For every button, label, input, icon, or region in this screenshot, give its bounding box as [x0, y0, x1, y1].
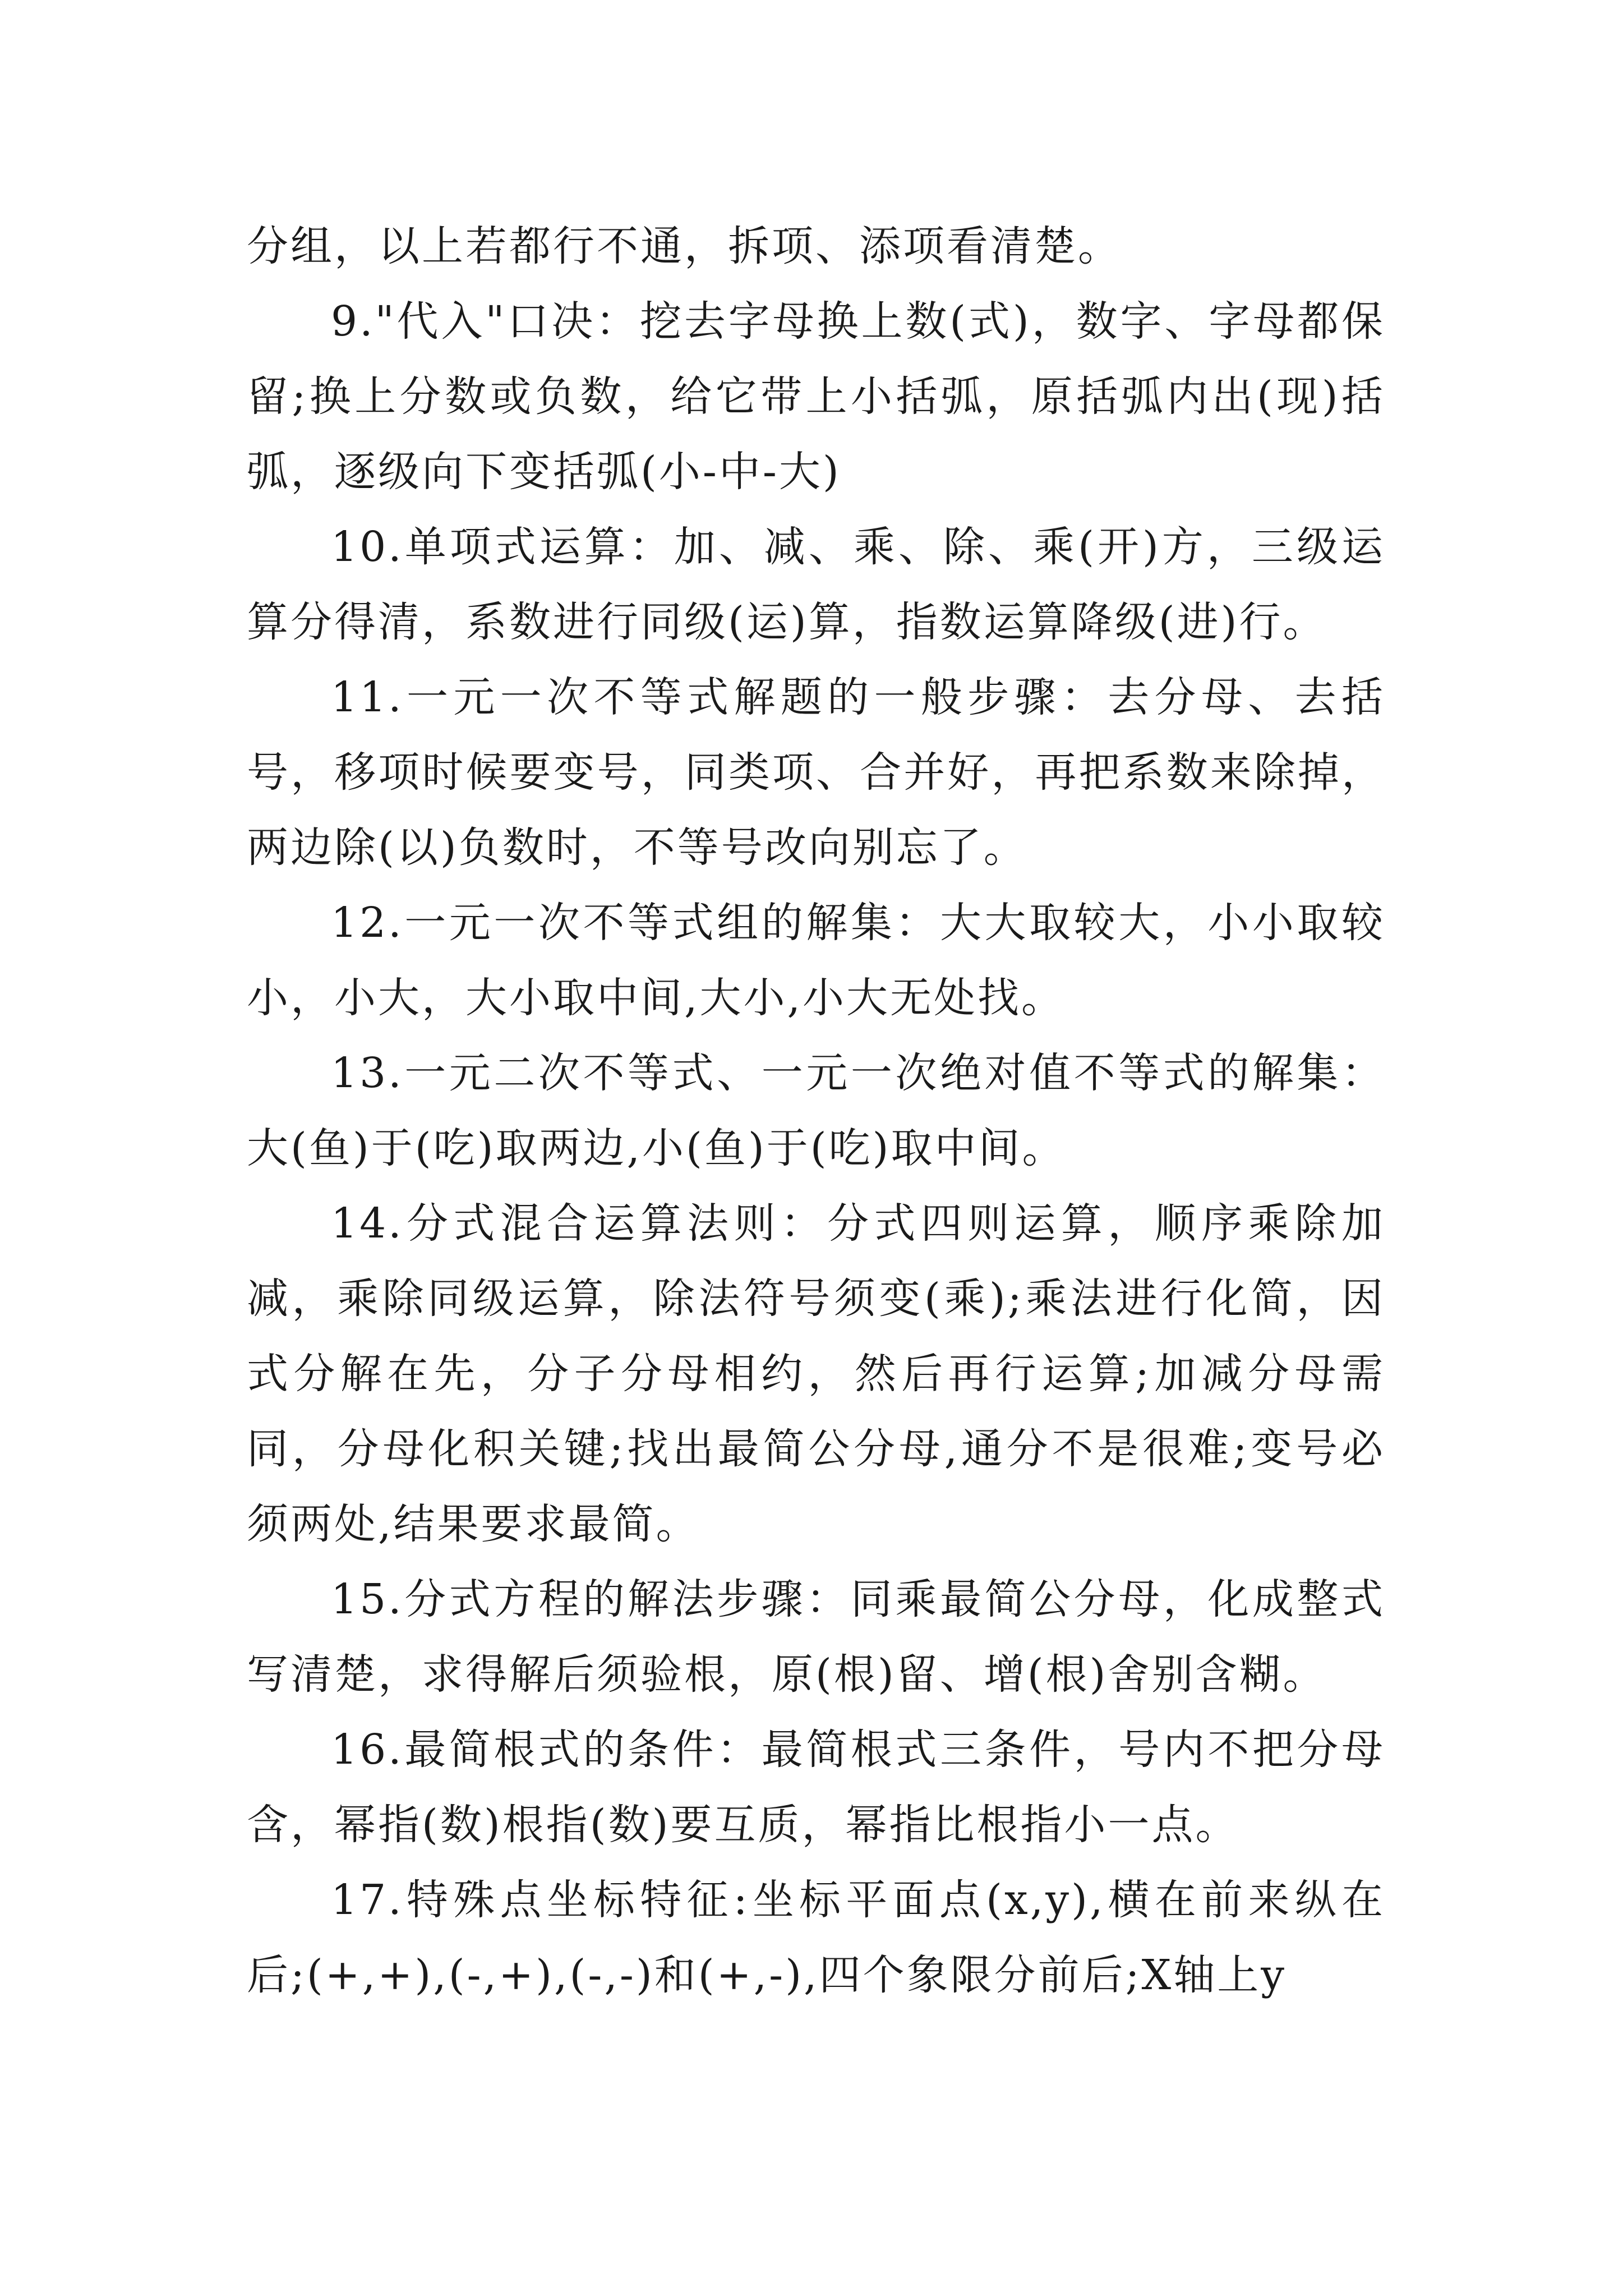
- paragraph-rule-10: 10.单项式运算：加、减、乘、除、乘(开)方，三级运算分得清，系数进行同级(运)算，指数运算降级(进)行。: [247, 523, 1385, 646]
- paragraph-rule-12: 12.一元一次不等式组的解集：大大取较大，小小取较小，小大，大小取中间,大小,小大无处找。: [247, 899, 1385, 1022]
- paragraph-rule-17: 17.特殊点坐标特征:坐标平面点(x,y),横在前来纵在后;(+,+),(-,+),(-,-)和(+,-),四个象限分前后;X轴上y: [247, 1876, 1385, 1999]
- paragraph-rule-15: 15.分式方程的解法步骤：同乘最简公分母，化成整式写清楚，求得解后须验根，原(根)留、增(根)舍别含糊。: [247, 1575, 1385, 1699]
- paragraph-rule-16: 16.最简根式的条件：最简根式三条件，号内不把分母含，幂指(数)根指(数)要互质，幂指比根指小一点。: [247, 1726, 1385, 1849]
- paragraph-rule-11: 11.一元一次不等式解题的一般步骤：去分母、去括号，移项时候要变号，同类项、合并好，再把系数来除掉，两边除(以)负数时，不等号改向别忘了。: [247, 673, 1385, 872]
- paragraph-rule-9: 9."代入"口决：挖去字母换上数(式)，数字、字母都保留;换上分数或负数，给它带上小括弧，原括弧内出(现)括弧，逐级向下变括弧(小-中-大): [247, 297, 1385, 496]
- paragraph-rule-14: 14.分式混合运算法则：分式四则运算，顺序乘除加减，乘除同级运算，除法符号须变(乘);乘法进行化简，因式分解在先，分子分母相约，然后再行运算;加减分母需同，分母化积关键;找出最简公分母,通分不是很难;变号必须两处,结果要求最简。: [247, 1199, 1385, 1548]
- document-body: [247, 209, 1385, 2013]
- paragraph-continuation: 分组，以上若都行不通，拆项、添项看清楚。: [247, 222, 1122, 270]
- paragraph-rule-13: 13.一元二次不等式、一元一次绝对值不等式的解集：大(鱼)于(吃)取两边,小(鱼)于(吃)取中间。: [247, 1049, 1385, 1172]
